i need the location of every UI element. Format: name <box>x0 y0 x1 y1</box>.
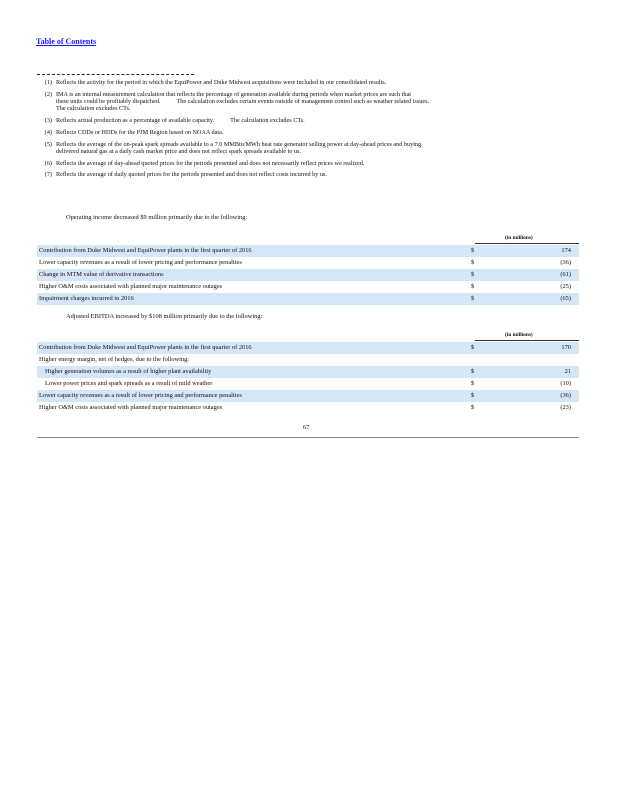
currency-symbol: $ <box>471 404 475 411</box>
table-row <box>37 378 579 390</box>
row-value: 174 <box>561 247 571 254</box>
row-label: Lower power prices and spark spreads as a result of mild weather <box>45 380 213 387</box>
page-number: 67 <box>303 424 310 431</box>
units-underline <box>475 340 579 341</box>
operating-income-intro: Operating income decreased $9 million primarily due to the following: <box>66 214 248 221</box>
table-row <box>37 342 579 354</box>
footnote-text: Reflects the average of the on-peak spark spreads available to a 7.0 MMBtu/MWh heat rate generator selling power at day-ahead prices and buying <box>56 140 422 148</box>
footnote-text: IMA is an internal measurement calculation that reflects the percentage of generation available during periods when market prices are such that <box>56 90 411 98</box>
row-value: (10) <box>560 380 571 387</box>
footnote-number: (1) <box>44 79 52 86</box>
row-value: (25) <box>560 283 571 290</box>
footnote-3 <box>37 117 577 124</box>
footnote-text: The calculation excludes CTs. <box>230 117 305 124</box>
footnote-text: Reflects the average of day-ahead quoted prices for the periods presented and does not necessarily reflect prices we realized. <box>56 159 365 167</box>
currency-symbol: $ <box>471 380 475 387</box>
footnote-5 <box>37 141 577 155</box>
adjusted-ebitda-table <box>37 342 579 414</box>
footnote-number: (2) <box>44 90 52 98</box>
footnote-text: Reflects CDDs or HDDs for the PJM Region based on NOAA data. <box>56 128 224 136</box>
table-row <box>37 245 579 257</box>
footnote-text: delivered natural gas at a daily cash market price and does not reflect spark spreads available to us. <box>56 147 301 155</box>
row-label: Higher energy margin, net of hedges, due to the following: <box>39 356 190 363</box>
operating-income-table <box>37 245 579 305</box>
currency-symbol: $ <box>471 247 475 254</box>
footnote-text: The calculation excludes CTs. <box>56 105 131 113</box>
table-row <box>37 402 579 414</box>
row-label: Contribution from Duke Midwest and EquiPower plants in the first quarter of 2016 <box>39 247 252 254</box>
table-of-contents-link[interactable]: Table of Contents <box>36 37 97 46</box>
footnote-number: (3) <box>44 117 52 124</box>
footnote-6 <box>37 160 577 167</box>
row-label: Impairment charges incurred in 2016 <box>39 295 134 302</box>
table-row <box>37 257 579 269</box>
table-row <box>37 281 579 293</box>
row-value: (65) <box>560 295 571 302</box>
row-value: (23) <box>560 404 571 411</box>
currency-symbol: $ <box>471 271 475 278</box>
footnote-4 <box>37 129 577 136</box>
row-label: Higher O&M costs associated with planned major maintenance outages <box>39 404 223 411</box>
table-row <box>37 390 579 402</box>
table-row <box>37 366 579 378</box>
row-value: 170 <box>561 344 571 351</box>
footnote-number: (5) <box>44 140 52 148</box>
page-bottom-rule <box>37 437 579 438</box>
footnote-number: (7) <box>44 171 52 179</box>
row-label: Change in MTM value of derivative transactions <box>39 271 164 278</box>
adjusted-ebitda-intro: Adjusted EBITDA increased by $108 million primarily due to the following: <box>66 313 263 320</box>
row-label: Contribution from Duke Midwest and EquiPower plants in the first quarter of 2016 <box>39 344 252 351</box>
table-row <box>37 293 579 305</box>
currency-symbol: $ <box>471 259 475 266</box>
row-value: (36) <box>560 392 571 399</box>
footnote-text: Reflects actual production as a percentage of available capacity. <box>56 117 215 124</box>
table-row <box>37 269 579 281</box>
footnote-text: Reflects the activity for the period in which the EquiPower and Duke Midwest acquisitions were included in our consolidated results. <box>56 79 387 86</box>
footnote-text: The calculation excludes certain events outside of management control such as weather related issues. <box>176 98 430 105</box>
row-label: Higher generation volumes as a result of higher plant availability <box>45 368 212 375</box>
footnote-number: (6) <box>44 159 52 167</box>
currency-symbol: $ <box>471 392 475 399</box>
row-label: Higher O&M costs associated with planned major maintenance outages <box>39 283 223 290</box>
footnotes <box>37 79 577 183</box>
row-value: (36) <box>560 259 571 266</box>
currency-symbol: $ <box>471 344 475 351</box>
footnote-1 <box>37 79 577 86</box>
units-label: (in millions) <box>505 332 533 338</box>
footnote-number: (4) <box>44 128 52 136</box>
footnote-2 <box>37 91 577 113</box>
row-value: (61) <box>560 271 571 278</box>
units-underline <box>475 243 579 244</box>
footnote-7 <box>37 171 577 178</box>
units-label: (in millions) <box>505 235 533 241</box>
row-label: Lower capacity revenues as a result of lower pricing and performance penalties <box>39 392 242 399</box>
row-value: 21 <box>564 368 571 375</box>
table-row <box>37 354 579 366</box>
currency-symbol: $ <box>471 368 475 375</box>
footnote-text: Reflects the average of daily quoted prices for the periods presented and does not reflect costs incurred by us. <box>56 171 327 179</box>
footnote-text: these units could be profitably dispatched. <box>56 98 161 105</box>
currency-symbol: $ <box>471 295 475 302</box>
currency-symbol: $ <box>471 283 475 290</box>
row-label: Lower capacity revenues as a result of lower pricing and performance penalties <box>39 259 242 266</box>
footnote-separator <box>37 74 194 75</box>
